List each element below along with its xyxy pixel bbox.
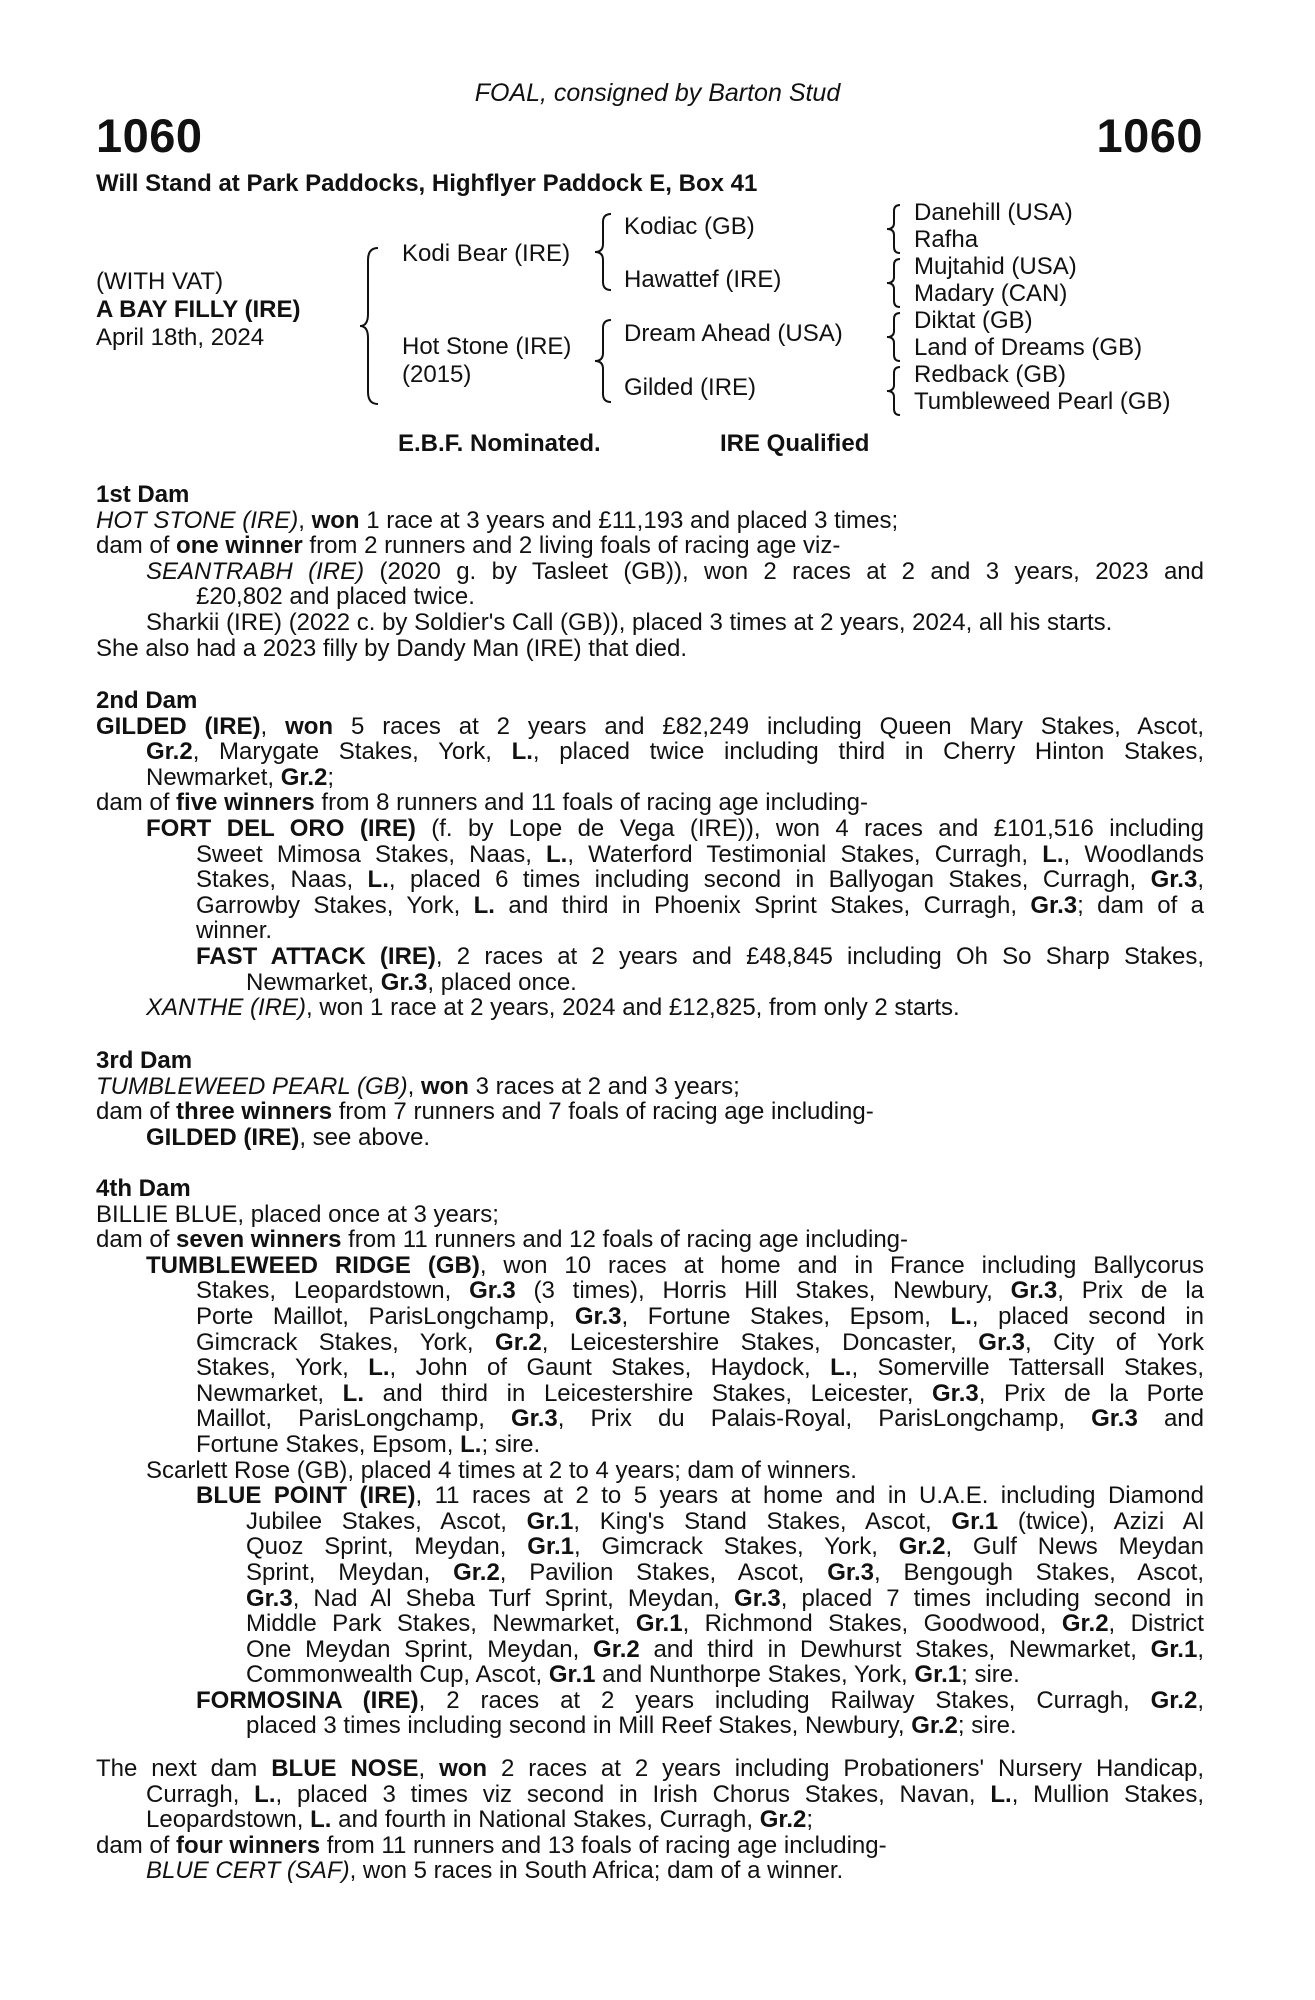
produce-line: FAST ATTACK (IRE), 2 races at 2 years and £48,845 including Oh So Sharp Stakes, <box>196 942 1204 970</box>
produce-line: Sharkii (IRE) (2022 c. by Soldier's Call (GB)), placed 3 times at 2 years, 2024, all his starts. <box>146 608 1113 636</box>
dam-dam: Gilded (IRE) <box>624 374 757 401</box>
ancestor-6: Land of Dreams (GB) <box>914 334 1143 361</box>
first-dam-heading: 1st Dam <box>96 481 190 508</box>
produce-line: Scarlett Rose (GB), placed 4 times at 2 to 4 years; dam of winners. <box>146 1456 857 1484</box>
second-dam-heading: 2nd Dam <box>96 687 198 714</box>
ancestor-4: Madary (CAN) <box>914 280 1068 307</box>
stand-location: Will Stand at Park Paddocks, Highflyer Paddock E, Box 41 <box>96 170 758 197</box>
ancestor-2: Rafha <box>914 226 979 253</box>
pedigree-brace-g3-4 <box>884 365 908 417</box>
sire-dam: Hawattef (IRE) <box>624 266 782 293</box>
first-dam-record: HOT STONE (IRE), won 1 race at 3 years and £11,193 and placed 3 times; <box>96 506 899 534</box>
dam-sire: Dream Ahead (USA) <box>624 320 843 347</box>
sire-sire: Kodiac (GB) <box>624 213 755 240</box>
foaling-date: April 18th, 2024 <box>96 324 265 351</box>
dam: Hot Stone (IRE) <box>402 333 572 360</box>
produce-line: FORT DEL ORO (IRE) (f. by Lope de Vega (IRE)), won 4 races and £101,516 including <box>146 814 1204 842</box>
ancestor-3: Mujtahid (USA) <box>914 253 1077 280</box>
first-dam-produce: dam of one winner from 2 runners and 2 living foals of racing age viz- <box>96 532 841 560</box>
pedigree-brace-g3-1 <box>884 203 908 255</box>
pedigree-brace-sire <box>593 212 619 292</box>
pedigree-brace-dam <box>593 318 619 404</box>
ancestor-1: Danehill (USA) <box>914 199 1073 226</box>
pedigree-brace-g3-2 <box>884 257 908 309</box>
third-dam-section: 3rd Dam TUMBLEWEED PEARL (GB), won 3 races at 2 and 3 years; dam of three winners from 7 runners and 7 foals of racing age including- GILDED (IRE), see above. <box>96 1048 1204 1150</box>
pedigree-brace-main <box>358 246 388 406</box>
produce-line: GILDED (IRE), see above. <box>146 1123 431 1151</box>
consignment-line: FOAL, consigned by Barton Stud <box>474 79 841 107</box>
produce-line: FORMOSINA (IRE), 2 races at 2 years including Railway Stakes, Curragh, Gr.2, <box>196 1686 1204 1714</box>
lot-number-right: 1060 <box>1096 109 1203 162</box>
pedigree-brace-g3-3 <box>884 311 908 363</box>
produce-line: BLUE CERT (SAF), won 5 races in South Africa; dam of a winner. <box>146 1857 844 1885</box>
second-dam-section: 2nd Dam GILDED (IRE), won 5 races at 2 years and £82,249 including Queen Mary Stakes, Ascot, Gr.2, Marygate Stakes, York, L., placed twice including third in Cherry Hinton Stakes, Newmarket, Gr.2; dam of five winners from 8 runners and 11 foals of racing age including- FORT DEL ORO (IRE) (f. by Lope de Vega (IRE)), won 4 races and £101,516 including Sweet Mimosa Stakes, Naas, L., Waterford Testimonial Stakes, Curragh, L., Woodlands Stakes, Naas, L., placed 6 times including second in Ballyogan Stakes, Curragh, Gr.3, Garrowby Stakes, York, L. and third in Phoenix Sprint Stakes, Curragh, Gr.3; dam of a winner. FAST ATTACK (IRE), 2 races at 2 years and £48,845 including Oh So Sharp Stakes, Newmarket, Gr.3, placed once. XANTHE (IRE), won 1 race at 2 years, 2024 and £12,825, from only 2 starts. <box>96 687 1205 1022</box>
horse-name: A BAY FILLY (IRE) <box>96 296 301 323</box>
ancestor-8: Tumbleweed Pearl (GB) <box>914 388 1171 415</box>
produce-line: XANTHE (IRE), won 1 race at 2 years, 2024 and £12,825, from only 2 starts. <box>146 994 960 1022</box>
first-dam-section <box>96 482 1204 661</box>
first-dam-note: She also had a 2023 filly by Dandy Man (IRE) that died. <box>96 634 687 662</box>
ancestor-7: Redback (GB) <box>914 361 1067 388</box>
ebf-nominated: E.B.F. Nominated. <box>398 430 601 457</box>
produce-line: TUMBLEWEED RIDGE (GB), won 10 races at home and in France including Ballycorus <box>146 1251 1205 1279</box>
fourth-dam-heading: 4th Dam <box>96 1175 191 1202</box>
sire: Kodi Bear (IRE) <box>402 240 571 267</box>
fourth-dam-section: 4th Dam BILLIE BLUE, placed once at 3 years; dam of seven winners from 11 runners and 12 foals of racing age including- TUMBLEWEED RIDGE (GB), won 10 races at home and in France including Ballycorus Stakes, Leopardstown, Gr.3 (3 times), Horris Hill Stakes, Newbury, Gr.3, Prix de la Porte Maillot, ParisLongchamp, Gr.3, Fortune Stakes, Epsom, L., placed second in Gimcrack Stakes, York, Gr.2, Leicestershire Stakes, Doncaster, Gr.3, City of York Stakes, York, L., John of Gaunt Stakes, Haydock, L., Somerville Tattersall Stakes, Newmarket, L. and third in Leicestershire Stakes, Leicester, Gr.3, Prix de la Porte Maillot, ParisLongchamp, Gr.3, Prix du Palais-Royal, ParisLongchamp, Gr.3 and Fortune Stakes, Epsom, L.; sire. Scarlett Rose (GB), placed 4 times at 2 to 4 years; dam of winners. BLUE POINT (IRE), 11 races at 2 to 5 years at home and in U.A.E. including Diamond Jubilee Stakes, Ascot, Gr.1, King's Stand Stakes, Ascot, Gr.1 (twice), Azizi Al Quoz Sprint, Meydan, Gr.1, Gimcrack Stakes, York, Gr.2, Gulf News Meydan Sprint, Meydan, Gr.2, Pavilion Stakes, Ascot, Gr.3, Bengough Stakes, Ascot, Gr.3, Nad Al Sheba Turf Sprint, Meydan, Gr.3, placed 7 times including second in Middle Park Stakes, Newmarket, Gr.1, Richmond Stakes, Goodwood, Gr.2, District One Meydan Sprint, Meydan, Gr.2 and third in Dewhurst Stakes, Newmarket, Gr.1, Commonwealth Cup, Ascot, Gr.1 and Nunthorpe Stakes, York, Gr.1; sire. FORMOSINA (IRE), 2 races at 2 years including Railway Stakes, Curragh, Gr.2, placed 3 times including second in Mill Reef Stakes, Newbury, Gr.2; sire. <box>96 1175 1205 1740</box>
vat-note: (WITH VAT) <box>96 268 224 295</box>
produce-line: SEANTRABH (IRE) (2020 g. by Tasleet (GB)), won 2 races at 2 and 3 years, 2023 and <box>146 557 1204 585</box>
third-dam-heading: 3rd Dam <box>96 1047 193 1074</box>
dam-year: (2015) <box>402 361 472 388</box>
ancestor-5: Diktat (GB) <box>914 307 1033 334</box>
produce-line-cont: £20,802 and placed twice. <box>196 583 475 611</box>
ire-qualified: IRE Qualified <box>720 430 870 457</box>
produce-line: BLUE POINT (IRE), 11 races at 2 to 5 years at home and in U.A.E. including Diamond <box>196 1482 1204 1510</box>
lot-number-left: 1060 <box>96 109 203 162</box>
second-dam-produce: dam of five winners from 8 runners and 11 foals of racing age including- <box>96 789 868 817</box>
next-dam-section: The next dam BLUE NOSE, won 2 races at 2 years including Probationers' Nursery Handicap, Curragh, L., placed 3 times viz second in Irish Chorus Stakes, Navan, L., Mullion Stakes, Leopardstown, L. and fourth in National Stakes, Curragh, Gr.2; dam of four winners from 11 runners and 13 foals of racing age including- BLUE CERT (SAF), won 5 races in South Africa; dam of a winner. <box>96 1755 1205 1885</box>
